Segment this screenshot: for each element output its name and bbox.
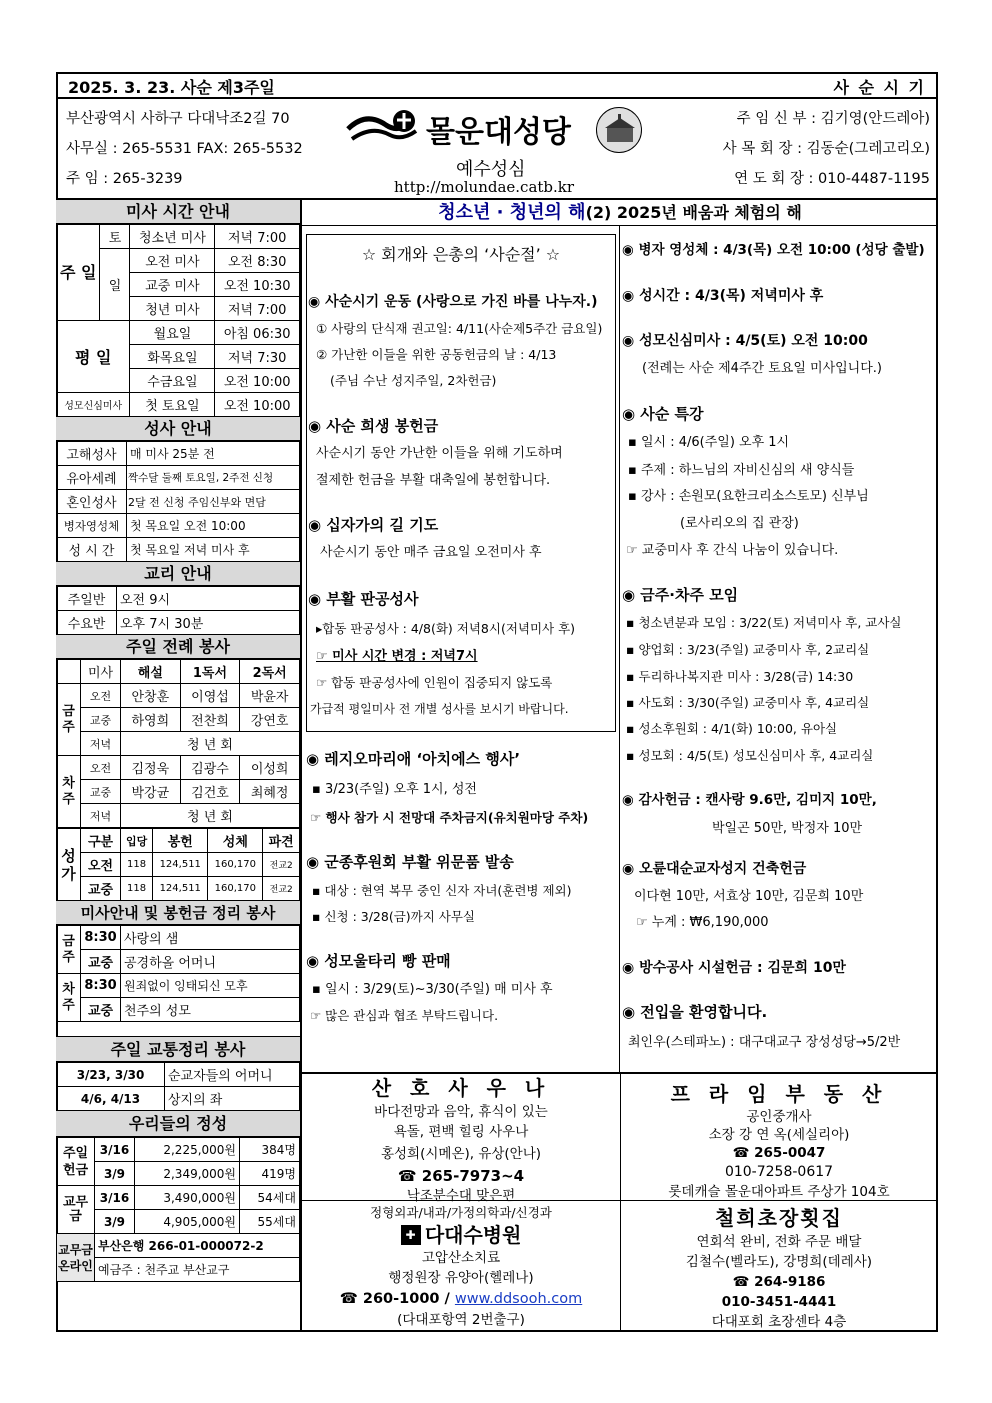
server-group: 청 년 회 <box>121 804 300 828</box>
lecture-title: ◉ 사순 특강 <box>622 405 704 423</box>
mass-name: 청소년 미사 <box>130 225 215 249</box>
class-time: 오후 7시 30분 <box>117 611 300 635</box>
sauna-line: 홍성희(시메온), 유상(안나) <box>380 1146 542 1162</box>
mass-time: 저녁 7:00 <box>215 297 300 321</box>
residence-phone: 주 임 : 265-3239 <box>66 171 183 187</box>
waterproof-fund: ◉ 방수공사 시설헌금 : 김문희 10만 <box>622 960 846 976</box>
sauna-line: 바다전망과 음악, 휴식이 있는 <box>374 1104 548 1120</box>
server-group: 청 년 회 <box>121 732 300 756</box>
shrine-fund-total: ☞ 누계 : ₩6,190,000 <box>636 915 769 930</box>
sushi-phone: ☎ 264-9186 <box>732 1274 826 1290</box>
mass-name: 교중 미사 <box>130 273 215 297</box>
hospital-contact <box>302 1288 620 1310</box>
col-head: 해설 <box>121 660 181 684</box>
server-name: 김광수 <box>180 756 240 780</box>
choir-label: 성가 <box>57 829 81 901</box>
date: 3/9 <box>95 1210 135 1234</box>
address: 부산광역시 사하구 다대낙조2길 70 <box>66 111 290 127</box>
server-name: 안창훈 <box>121 684 181 708</box>
col-head: 성체 <box>208 829 263 853</box>
bread-line: ▪ 일시 : 3/29(토)~3/30(주일) 매 미사 후 <box>312 982 553 997</box>
mass-time: 저녁 7:00 <box>215 225 300 249</box>
server-name: 이영섭 <box>180 684 240 708</box>
server-name: 박강균 <box>121 780 181 804</box>
next-week-label: 차주 <box>57 756 81 828</box>
mass-label: 교중 <box>81 708 121 732</box>
mass-label: 교중 <box>81 998 121 1022</box>
sacrament-info: 2달 전 신청 주임신부와 면담 <box>127 490 300 514</box>
confession-line: ☞ 합동 판공성사에 인원이 집중되지 않도록 <box>316 675 553 690</box>
offering-title: 우리들의 정성 <box>56 1111 300 1137</box>
online-label: 교무금 온라인 <box>57 1234 95 1282</box>
server-name: 김정욱 <box>121 756 181 780</box>
sushi-line: 연회석 완비, 전화 주문 배달 <box>696 1234 862 1250</box>
welcome-line: 최인우(스테파노) : 대구대교구 장성성당→5/2반 <box>628 1035 901 1050</box>
year-banner <box>302 200 938 226</box>
class-name: 수요반 <box>57 611 117 635</box>
meeting-item: ▪ 성모회 : 4/5(토) 성모신심미사 후, 4교리실 <box>626 748 874 763</box>
col-head: 입당 <box>121 829 153 853</box>
sacrament-name: 혼인성사 <box>57 490 127 514</box>
mass-name: 화목요일 <box>130 345 215 369</box>
group-name: 상지의 좌 <box>165 1087 300 1111</box>
mass-name: 오전 미사 <box>130 249 215 273</box>
date: 3/16 <box>95 1186 135 1210</box>
legio-title: ◉ 레지오마리애 ‘아치에스 행사’ <box>306 750 521 768</box>
meetings-title: ◉ 금주·차주 모임 <box>622 586 739 604</box>
server-name: 강연호 <box>240 708 300 732</box>
col-head: 미사 <box>81 660 121 684</box>
lent-campaign-line: ② 가난한 이들을 위한 공동헌금의 날 : 4/13 <box>316 347 557 362</box>
mass-label: 오전 <box>81 853 121 877</box>
traffic-table <box>56 1062 300 1111</box>
mass-label: 오전 <box>81 756 121 780</box>
lent-campaign-line: ① 사랑의 단식재 권고일: 4/11(사순제5주간 금요일) <box>316 321 603 336</box>
stations-line: 사순시기 동안 매주 금요일 오전미사 후 <box>320 545 542 560</box>
date-bar <box>56 72 938 99</box>
mass-label: 교중 <box>81 877 121 901</box>
meeting-item: ▪ 양업회 : 3/23(주일) 교중미사 후, 2교리실 <box>626 642 870 657</box>
realty-line: 공인중개사 <box>746 1109 812 1125</box>
doctrine-title: 교리 안내 <box>56 562 300 586</box>
date: 3/16 <box>95 1138 135 1162</box>
legio-line: ☞ 행사 참가 시 전망대 주차금지(유치원마당 주차) <box>310 810 589 825</box>
hymn-no: 160,170 <box>208 853 263 877</box>
bread-line: ☞ 많은 관심과 협조 부탁드립니다. <box>310 1008 499 1023</box>
confession-title: ◉ 부활 판공성사 <box>308 590 419 608</box>
mass-name: 청년 미사 <box>130 297 215 321</box>
hospital-phone: ☎ 260-1000 / <box>339 1291 455 1307</box>
col-head: 구분 <box>81 829 121 853</box>
liturgy-title: 주일 전례 봉사 <box>56 635 300 659</box>
meeting-item: ▪ 성소후원회 : 4/1(화) 10:00, 유아실 <box>626 721 838 736</box>
date: 4/6, 4/13 <box>57 1087 165 1111</box>
confession-line: 가급적 평일미사 전 개별 성사를 보시기 바랍니다. <box>310 702 569 716</box>
hospital-logo-icon: ✚ <box>401 1225 421 1245</box>
ad-sauna <box>302 1074 620 1206</box>
realty-line: 소장 강 연 옥(세실리아) <box>708 1127 850 1143</box>
confession-line: ▸합동 판공성사 : 4/8(화) 저녁8시(저녁미사 후) <box>316 621 576 636</box>
saturday-label: 토 <box>100 225 130 249</box>
ad-sushi <box>620 1204 938 1332</box>
mass-time: 오전 8:30 <box>215 249 300 273</box>
hospital-website[interactable]: www.ddsooh.com <box>454 1291 583 1307</box>
lent-box-title: ☆ 회개와 은총의 ‘사순절’ ☆ <box>361 245 561 264</box>
count: 419명 <box>240 1162 300 1186</box>
col-head: 1독서 <box>180 660 240 684</box>
guide-title: 미사안내 및 봉헌금 정리 봉사 <box>56 901 300 925</box>
legio-line: ▪ 3/23(주일) 오후 1시, 성전 <box>312 782 477 797</box>
mass-label: 교중 <box>81 950 121 974</box>
day-label: 일 <box>100 249 130 321</box>
class-time: 오전 9시 <box>117 587 300 611</box>
sick-communion: ◉ 병자 영성체 : 4/3(목) 오전 10:00 (성당 출발) <box>622 242 925 258</box>
lent-campaign-line: (주님 수난 성지주일, 2차헌금) <box>330 373 497 388</box>
lecture-line: (로사리오의 집 관장) <box>680 516 799 531</box>
season-label: 사 순 시 기 <box>833 78 926 97</box>
sushi-address: 다대포회 초장센타 4층 <box>711 1314 847 1330</box>
realty-name: 프 라 임 부 동 산 <box>670 1082 888 1106</box>
stations-title: ◉ 십자가의 길 기도 <box>308 516 439 534</box>
mass-name: 월요일 <box>130 321 215 345</box>
amount: 4,905,000원 <box>135 1210 240 1234</box>
this-week-label: 금주 <box>57 926 81 974</box>
guide-table <box>56 925 300 1022</box>
count: 384명 <box>240 1138 300 1162</box>
mass-label: 오전 <box>81 684 121 708</box>
sunday-label: 주 일 <box>57 225 100 321</box>
mass-time: 오전 10:00 <box>215 393 300 417</box>
hymn-no: 160,170 <box>208 877 263 901</box>
sacrifice-line: 사순시기 동안 가난한 이들을 위해 기도하며 <box>316 446 563 461</box>
mass-time: 오전 10:00 <box>215 369 300 393</box>
hymn-no: 118 <box>121 877 153 901</box>
mass-times-title: 미사 시간 안내 <box>56 200 300 224</box>
sushi-name: 철희초장횟집 <box>715 1206 843 1230</box>
shrine-fund-title: ◉ 오륜대순교자성지 건축헌금 <box>622 861 807 877</box>
group-name: 천주의 성모 <box>121 998 300 1022</box>
sacrament-name: 성 시 간 <box>57 538 127 562</box>
mass-name: 수금요일 <box>130 369 215 393</box>
banner-theme: 청소년 · 청년의 해 <box>438 202 586 223</box>
hospital-name-row <box>302 1222 620 1248</box>
choir-table <box>56 828 300 901</box>
mass-label: 8:30 <box>81 974 121 998</box>
weekday-label: 평 일 <box>57 321 130 393</box>
region-president: 연 도 회 장 : 010-4487-1195 <box>734 171 930 187</box>
hospital-location: (다대포항역 2번출구) <box>397 1312 525 1328</box>
church-name: 몰운대성당 <box>426 115 571 150</box>
server-name: 최혜정 <box>240 780 300 804</box>
account-holder: 예금주 : 천주교 부산교구 <box>95 1258 300 1282</box>
banner-subtitle: 2025년 배움과 체험의 해 <box>611 203 802 222</box>
lecture-line: ▪ 일시 : 4/6(주일) 오후 1시 <box>628 435 790 450</box>
mass-label: 저녁 <box>81 804 121 828</box>
sacrament-info: 첫 목요일 저녁 미사 후 <box>127 538 300 562</box>
thanks-offering-cont: 박일곤 50만, 박정자 10만 <box>712 821 863 836</box>
sacrament-name: 병자영성체 <box>57 514 127 538</box>
this-week-label: 금주 <box>57 684 81 756</box>
next-week-label: 차주 <box>57 974 81 1022</box>
sauna-line: 욕돌, 편백 힐링 사우나 <box>393 1124 529 1140</box>
amount: 3,490,000원 <box>135 1186 240 1210</box>
mass-name: 첫 토요일 <box>130 393 215 417</box>
mass-time: 아침 06:30 <box>215 321 300 345</box>
banner-number: (2) <box>585 203 612 222</box>
mary-mass-note: (전례는 사순 제4주간 토요일 미사입니다.) <box>642 361 883 376</box>
offering-table <box>56 1137 300 1282</box>
sacrament-info: 짝수달 둘째 토요일, 2주전 신청 <box>127 466 300 490</box>
military-title: ◉ 군종후원회 부활 위문품 발송 <box>306 853 514 871</box>
mass-label: 교중 <box>81 780 121 804</box>
col-head: 2독서 <box>240 660 300 684</box>
website-url[interactable]: http://molundae.catb.kr <box>394 178 575 196</box>
col-head: 파견 <box>263 829 300 853</box>
sacrament-info: 첫 목요일 오전 10:00 <box>127 514 300 538</box>
server-name: 이성희 <box>240 756 300 780</box>
server-name: 하영희 <box>121 708 181 732</box>
office-phone: 사무실 : 265-5531 FAX: 265-5532 <box>66 141 303 157</box>
shrine-fund-line: 이다현 10만, 서효상 10만, 김문희 10만 <box>634 889 864 904</box>
hospital-line: 고압산소치료 <box>421 1250 501 1266</box>
date: 3/23, 3/30 <box>57 1063 165 1087</box>
hymn-no: 118 <box>121 853 153 877</box>
server-name: 전찬희 <box>180 708 240 732</box>
mass-label: 8:30 <box>81 926 121 950</box>
sushi-line: 김철수(벨라도), 강명희(데레사) <box>685 1254 873 1270</box>
hymn-no: 124,511 <box>153 877 208 901</box>
server-name: 김건호 <box>180 780 240 804</box>
lecture-line: ☞ 교중미사 후 간식 나눔이 있습니다. <box>626 543 839 558</box>
lent-campaign-title: ◉ 사순시기 운동 (사랑으로 가진 바를 나누자.) <box>308 294 598 310</box>
sacrament-table <box>56 441 300 562</box>
group-name: 공경하올 어머니 <box>121 950 300 974</box>
tithe-label: 교무금 <box>57 1186 95 1234</box>
mass-times-table <box>56 224 300 417</box>
hospital-line: 행정원장 유양아(헬레나) <box>388 1270 534 1286</box>
meeting-item: ▪ 두리하나복지관 미사 : 3/28(금) 14:30 <box>626 669 854 684</box>
sauna-location: 낙조분수대 맞은편 <box>406 1188 516 1204</box>
doctrine-table <box>56 586 300 635</box>
sacrament-name: 유아세례 <box>57 466 127 490</box>
sacrament-info: 매 미사 25분 전 <box>127 442 300 466</box>
date-line: 2025. 3. 23. 사순 제3주일 <box>68 78 275 97</box>
header <box>56 99 938 200</box>
group-name: 사랑의 샘 <box>121 926 300 950</box>
realty-address: 롯데캐슬 몰운대아파트 주상가 104호 <box>668 1184 890 1200</box>
welcome-title: ◉ 전입을 환영합니다. <box>622 1003 768 1021</box>
church-building-icon <box>596 107 642 153</box>
liturgy-table <box>56 659 300 828</box>
ad-hospital <box>302 1204 620 1330</box>
sacrifice-line: 절제한 헌금을 부활 대축일에 봉헌합니다. <box>316 473 551 488</box>
pastor: 주 임 신 부 : 김기영(안드레아) <box>736 111 930 127</box>
mass-time: 오전 10:30 <box>215 273 300 297</box>
col-head: 봉헌 <box>153 829 208 853</box>
date: 3/9 <box>95 1162 135 1186</box>
realty-phone: ☎ 265-0047 <box>732 1145 826 1161</box>
server-name: 박윤자 <box>240 684 300 708</box>
mary-mass-label: 성모신심미사 <box>57 393 130 417</box>
mary-mass: ◉ 성모신심미사 : 4/5(토) 오전 10:00 <box>622 333 868 349</box>
right-column <box>620 226 938 1072</box>
amount: 2,349,000원 <box>135 1162 240 1186</box>
sacrament-name: 고해성사 <box>57 442 127 466</box>
patron: 예수성심 <box>456 159 526 180</box>
group-name: 원죄없이 잉태되신 모후 <box>121 974 300 998</box>
group-name: 순교자들의 어머니 <box>165 1063 300 1087</box>
confession-change: ☞ 미사 시간 변경 : 저녁7시 <box>316 649 478 664</box>
sacrament-title: 성사 안내 <box>56 417 300 441</box>
thanks-offering: ◉ 감사헌금 : 캔사랑 9.6만, 김미지 10만, <box>622 792 877 808</box>
military-line: ▪ 신청 : 3/28(금)까지 사무실 <box>312 909 476 924</box>
meeting-item: ▪ 사도회 : 3/30(주일) 교중미사 후, 4교리실 <box>626 695 870 710</box>
holy-hour: ◉ 성시간 : 4/3(목) 저녁미사 후 <box>622 288 824 304</box>
military-line: ▪ 대상 : 현역 복무 중인 신자 자녀(훈련병 제외) <box>312 883 572 898</box>
bank-account: 부산은행 266-01-000072-2 <box>95 1234 300 1258</box>
ad-realty <box>620 1080 938 1202</box>
class-name: 주일반 <box>57 587 117 611</box>
hymn-no: 124,511 <box>153 853 208 877</box>
amount: 2,225,000원 <box>135 1138 240 1162</box>
council-president: 사 목 회 장 : 김동순(그레고리오) <box>722 141 930 157</box>
hymn-no: 전교2 <box>263 853 300 877</box>
realty-mobile: 010-7258-0617 <box>724 1164 834 1180</box>
hospital-depts: 정형외과/내과/가정의학과/신경과 <box>370 1205 552 1220</box>
church-logo <box>346 107 424 147</box>
lecture-line: ▪ 주제 : 하느님의 자비신심의 새 양식들 <box>628 463 855 478</box>
hymn-no: 전교2 <box>263 877 300 901</box>
hospital-name: 다대수병원 <box>424 1223 522 1247</box>
count: 55세대 <box>240 1210 300 1234</box>
meeting-item: ▪ 청소년분과 모임 : 3/22(토) 저녁미사 후, 교사실 <box>626 615 902 630</box>
sunday-offering-label: 주일 헌금 <box>57 1138 95 1186</box>
sushi-mobile: 010-3451-4441 <box>721 1294 837 1310</box>
left-column <box>56 200 302 1332</box>
bread-title: ◉ 성모울타리 빵 판매 <box>306 952 451 970</box>
count: 54세대 <box>240 1186 300 1210</box>
middle-column <box>302 226 620 1072</box>
sacrifice-title: ◉ 사순 희생 봉헌금 <box>308 417 439 435</box>
traffic-title: 주일 교통정리 봉사 <box>56 1036 300 1062</box>
sauna-name: 산 호 사 우 나 <box>371 1076 551 1100</box>
sauna-phone: ☎ 265-7973~4 <box>397 1167 525 1185</box>
lecture-line: ▪ 강사 : 손원모(요한크리소스토모) 신부님 <box>628 489 869 504</box>
mass-label: 저녁 <box>81 732 121 756</box>
mass-time: 저녁 7:30 <box>215 345 300 369</box>
